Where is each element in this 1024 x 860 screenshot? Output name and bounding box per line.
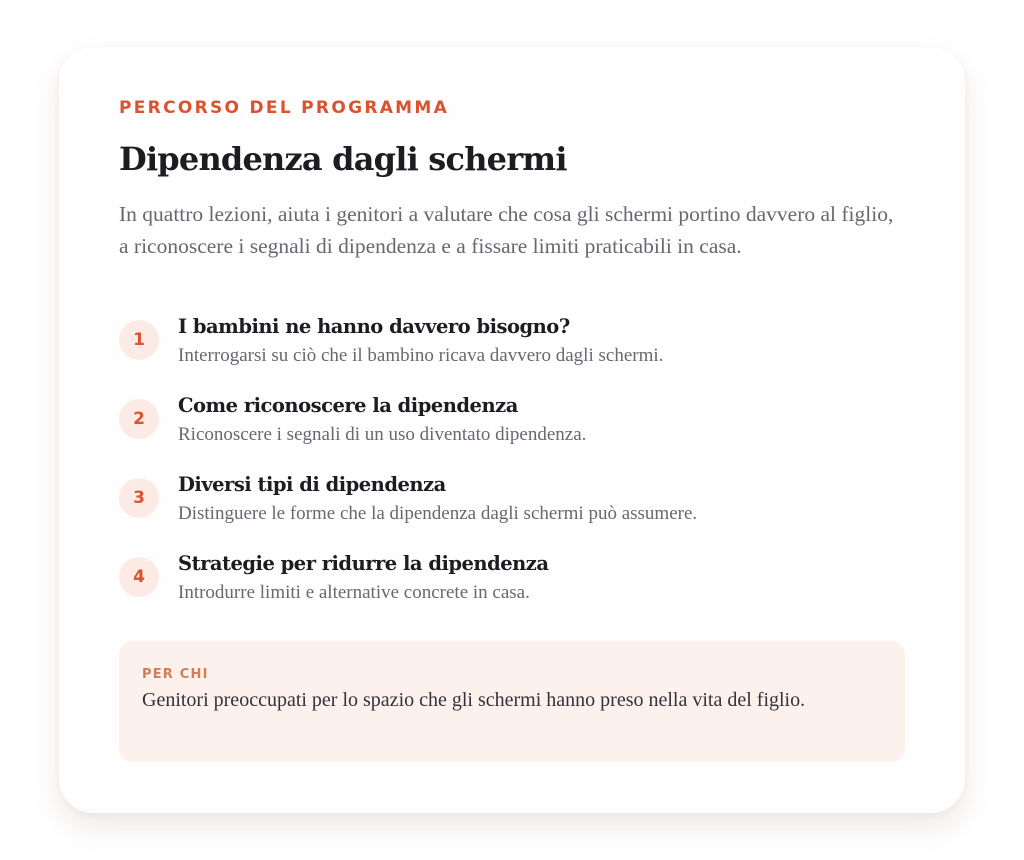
lesson-number-badge: 2 (119, 399, 159, 439)
lesson-title: Come riconoscere la dipendenza (178, 394, 518, 417)
lesson-title: Strategie per ridurre la dipendenza (178, 552, 549, 575)
lesson-description: Distinguere le forme che la dipendenza dagli schermi può assumere. (178, 503, 698, 524)
audience-text: Genitori preoccupati per lo spazio che gli schermi hanno preso nella vita del figlio. (142, 689, 806, 711)
lesson-title: I bambini ne hanno davvero bisogno? (178, 315, 570, 338)
lesson-number-badge: 3 (119, 478, 159, 518)
lesson-description: Interrogarsi su ciò che il bambino ricava davvero dagli schermi. (178, 345, 664, 366)
lesson-number-badge: 1 (119, 320, 159, 360)
lesson-title: Diversi tipi di dipendenza (178, 473, 446, 496)
lesson-description: Introdurre limiti e alternative concrete in casa. (178, 582, 530, 603)
program-intro: In quattro lezioni, aiuta i genitori a valutare che cosa gli schermi portino davvero al figlio, a riconoscere i segnali di dipendenza e a fissare limiti praticabili in casa. (119, 202, 894, 258)
program-title: Dipendenza dagli schermi (119, 140, 567, 178)
lesson-item (119, 317, 909, 383)
program-eyebrow: PERCORSO DEL PROGRAMMA (119, 98, 450, 118)
audience-callout (119, 641, 905, 762)
lesson-description: Riconoscere i segnali di un uso diventato dipendenza. (178, 424, 587, 445)
lesson-item (119, 475, 909, 541)
program-card (59, 47, 965, 813)
lesson-item (119, 396, 909, 462)
lesson-number-badge: 4 (119, 557, 159, 597)
lesson-item (119, 554, 909, 620)
audience-label: PER CHI (142, 667, 209, 682)
